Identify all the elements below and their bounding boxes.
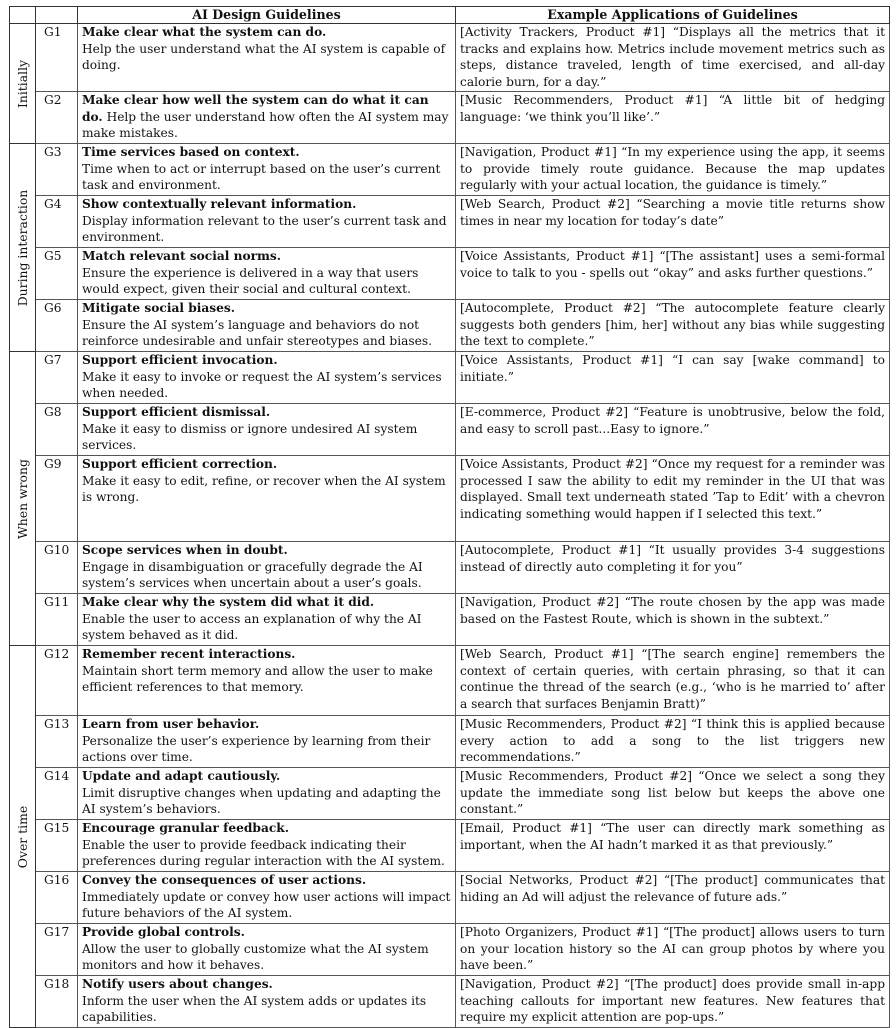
guideline-description: Immediately update or convey how user actions will impact future behaviors of the AI system. [82, 889, 451, 921]
guideline-cell [78, 542, 456, 594]
table-row [10, 646, 890, 716]
guideline-title: Provide global controls. [82, 925, 245, 940]
guideline-cell [78, 594, 456, 646]
guideline-cell [78, 716, 456, 768]
phase-label: Initially [14, 59, 30, 108]
guideline-title: Make clear how well the system can do what it can do. [82, 93, 429, 124]
guideline-cell [78, 976, 456, 1028]
guideline-cell [78, 646, 456, 716]
guideline-title: Support efficient dismissal. [82, 405, 271, 420]
table-row [10, 24, 890, 92]
table-row [10, 456, 890, 542]
table-row [10, 196, 890, 248]
guideline-description: Make it easy to edit, refine, or recover when the AI system is wrong. [82, 473, 446, 505]
guideline-description: Ensure the experience is delivered in a way that users would expect, given their social and cultural context. [82, 265, 419, 297]
guideline-title: Update and adapt cautiously. [82, 769, 281, 784]
guideline-title: Mitigate social biases. [82, 301, 236, 316]
guideline-title: Learn from user behavior. [82, 717, 260, 732]
examples-column-header: Example Applications of Guidelines [456, 7, 890, 24]
guideline-id: G16 [36, 872, 78, 924]
table-row [10, 300, 890, 352]
guideline-description: Enable the user to provide feedback indicating their preferences during regular interaction with the AI system. [82, 837, 445, 869]
table-header-row [10, 7, 890, 24]
guideline-description: Time when to act or interrupt based on the user’s current task and environment. [82, 161, 441, 193]
table-row [10, 248, 890, 300]
guideline-title: Time services based on context. [82, 145, 300, 160]
guideline-description: Allow the user to globally customize what the AI system monitors and how it behaves. [82, 941, 429, 973]
guideline-id: G3 [36, 144, 78, 196]
example-cell: [Music Recommenders, Product #1] “A little bit of hedging language: ‘we think you’ll like’.” [456, 92, 890, 144]
guideline-description: Make it easy to invoke or request the AI system’s services when needed. [82, 369, 442, 401]
example-cell: [Web Search, Product #1] “[The search engine] remembers the context of certain queries, with certain phrasing, so that it can continue the thread of the search (e.g., ‘who is he married to’ after a search that surfaces Benjamin Bratt)” [456, 646, 890, 716]
example-cell: [Voice Assistants, Product #2] “Once my request for a reminder was processed I saw the ability to edit my reminder in the UI that was displayed. Small text underneath stated ’Tap to Edit’ with a chevron indicating something would happen if I selected this text.” [456, 456, 890, 542]
example-cell: [Photo Organizers, Product #1] “[The product] allows users to turn on your location history so the AI can group photos by where you have been.” [456, 924, 890, 976]
example-cell: [Web Search, Product #2] “Searching a movie title returns show times in near my location for today’s date” [456, 196, 890, 248]
guideline-title: Notify users about changes. [82, 977, 273, 992]
guideline-cell [78, 24, 456, 92]
guideline-cell [78, 144, 456, 196]
guidelines-document [9, 6, 889, 1028]
guideline-id: G14 [36, 768, 78, 820]
example-cell: [Activity Trackers, Product #1] “Displays all the metrics that it tracks and explains how. Metrics include movement metrics such as steps, distance traveled, length of time exercised, and all-day calorie burn, for a day.” [456, 24, 890, 92]
table-row [10, 872, 890, 924]
guideline-id: G10 [36, 542, 78, 594]
guideline-id: G11 [36, 594, 78, 646]
guideline-id: G2 [36, 92, 78, 144]
guideline-description: Display information relevant to the user’s current task and environment. [82, 213, 447, 245]
guideline-description: Ensure the AI system’s language and behaviors do not reinforce undesirable and unfair stereotypes and biases. [82, 317, 432, 349]
guideline-id: G4 [36, 196, 78, 248]
guideline-title: Convey the consequences of user actions. [82, 873, 367, 888]
example-cell: [Music Recommenders, Product #2] “Once we select a song they update the immediate song list below but keeps the above one constant.” [456, 768, 890, 820]
guideline-id: G5 [36, 248, 78, 300]
guideline-id: G12 [36, 646, 78, 716]
table-row [10, 404, 890, 456]
example-cell: [Voice Assistants, Product #1] “I can say [wake command] to initiate.” [456, 352, 890, 404]
table-row [10, 976, 890, 1028]
guideline-title: Remember recent interactions. [82, 647, 296, 662]
guideline-description: Maintain short term memory and allow the user to make efficient references to that memory. [82, 663, 433, 695]
guideline-id: G9 [36, 456, 78, 542]
guideline-id: G1 [36, 24, 78, 92]
table-row [10, 594, 890, 646]
guidelines-column-header: AI Design Guidelines [78, 7, 456, 24]
guideline-id: G18 [36, 976, 78, 1028]
example-cell: [Navigation, Product #2] “The route chosen by the app was made based on the Fastest Route, which is shown in the subtext.” [456, 594, 890, 646]
guideline-title: Support efficient invocation. [82, 353, 278, 368]
guideline-cell [78, 196, 456, 248]
phase-cell-during-interaction [10, 144, 36, 352]
guideline-cell [78, 924, 456, 976]
table-row [10, 542, 890, 594]
phase-label: During interaction [14, 189, 30, 307]
guideline-description: Personalize the user’s experience by learning from their actions over time. [82, 733, 431, 765]
guideline-description: Help the user understand how often the AI system may make mistakes. [82, 109, 449, 141]
id-header-cell [36, 7, 78, 24]
guideline-description: Help the user understand what the AI system is capable of doing. [82, 41, 446, 73]
example-cell: [E-commerce, Product #2] “Feature is unobtrusive, below the fold, and easy to scroll past...Easy to ignore.” [456, 404, 890, 456]
example-cell: [Navigation, Product #1] “In my experience using the app, it seems to provide timely route guidance. Because the map updates regularly with your actual location, the guidance is timely.” [456, 144, 890, 196]
guideline-description: Limit disruptive changes when updating and adapting the AI system’s behaviors. [82, 785, 441, 817]
guideline-id: G6 [36, 300, 78, 352]
guideline-cell [78, 768, 456, 820]
example-cell: [Autocomplete, Product #2] “The autocomplete feature clearly suggests both genders [him, her] without any bias while suggesting the text to complete.” [456, 300, 890, 352]
phase-header-cell [10, 7, 36, 24]
guideline-description: Enable the user to access an explanation of why the AI system behaved as it did. [82, 611, 422, 643]
guideline-id: G13 [36, 716, 78, 768]
table-row [10, 768, 890, 820]
guideline-id: G7 [36, 352, 78, 404]
guideline-description: Inform the user when the AI system adds or updates its capabilities. [82, 993, 427, 1025]
guideline-id: G17 [36, 924, 78, 976]
guideline-title: Make clear why the system did what it did. [82, 595, 375, 610]
phase-cell-over-time [10, 646, 36, 1028]
example-cell: [Navigation, Product #2] “[The product] does provide small in-app teaching callouts for important new features. New features that require my explicit attention are pop-ups.” [456, 976, 890, 1028]
table-row [10, 716, 890, 768]
phase-cell-initially [10, 24, 36, 144]
example-cell: [Music Recommenders, Product #2] “I think this is applied because every action to add a song to the list triggers new recommendations.” [456, 716, 890, 768]
guideline-cell [78, 352, 456, 404]
guideline-cell [78, 872, 456, 924]
table-row [10, 144, 890, 196]
phase-cell-when-wrong [10, 352, 36, 646]
table-row [10, 820, 890, 872]
guideline-title: Scope services when in doubt. [82, 543, 288, 558]
guidelines-table [9, 6, 890, 1028]
guideline-title: Support efficient correction. [82, 457, 278, 472]
guideline-id: G8 [36, 404, 78, 456]
guideline-title: Make clear what the system can do. [82, 25, 327, 40]
guideline-title: Encourage granular feedback. [82, 821, 289, 836]
phase-label: When wrong [14, 458, 30, 539]
example-cell: [Voice Assistants, Product #1] “[The assistant] uses a semi-formal voice to talk to you - spells out “okay” and asks further questions.” [456, 248, 890, 300]
guideline-cell [78, 820, 456, 872]
guideline-cell [78, 456, 456, 542]
table-row [10, 924, 890, 976]
guideline-description: Make it easy to dismiss or ignore undesired AI system services. [82, 421, 418, 453]
example-cell: [Email, Product #1] “The user can directly mark something as important, when the AI hadn’t marked it as that previously.” [456, 820, 890, 872]
guideline-description: Engage in disambiguation or gracefully degrade the AI system’s services when uncertain about a user’s goals. [82, 559, 423, 591]
table-row [10, 352, 890, 404]
guideline-id: G15 [36, 820, 78, 872]
guideline-cell [78, 248, 456, 300]
guideline-cell [78, 300, 456, 352]
phase-label: Over time [14, 805, 30, 869]
guideline-title: Show contextually relevant information. [82, 197, 357, 212]
guideline-cell [78, 404, 456, 456]
example-cell: [Social Networks, Product #2] “[The product] communicates that hiding an Ad will adjust the relevance of future ads.” [456, 872, 890, 924]
example-cell: [Autocomplete, Product #1] “It usually provides 3-4 suggestions instead of directly auto completing it for you” [456, 542, 890, 594]
guideline-title: Match relevant social norms. [82, 249, 282, 264]
table-row [10, 92, 890, 144]
guideline-cell [78, 92, 456, 144]
